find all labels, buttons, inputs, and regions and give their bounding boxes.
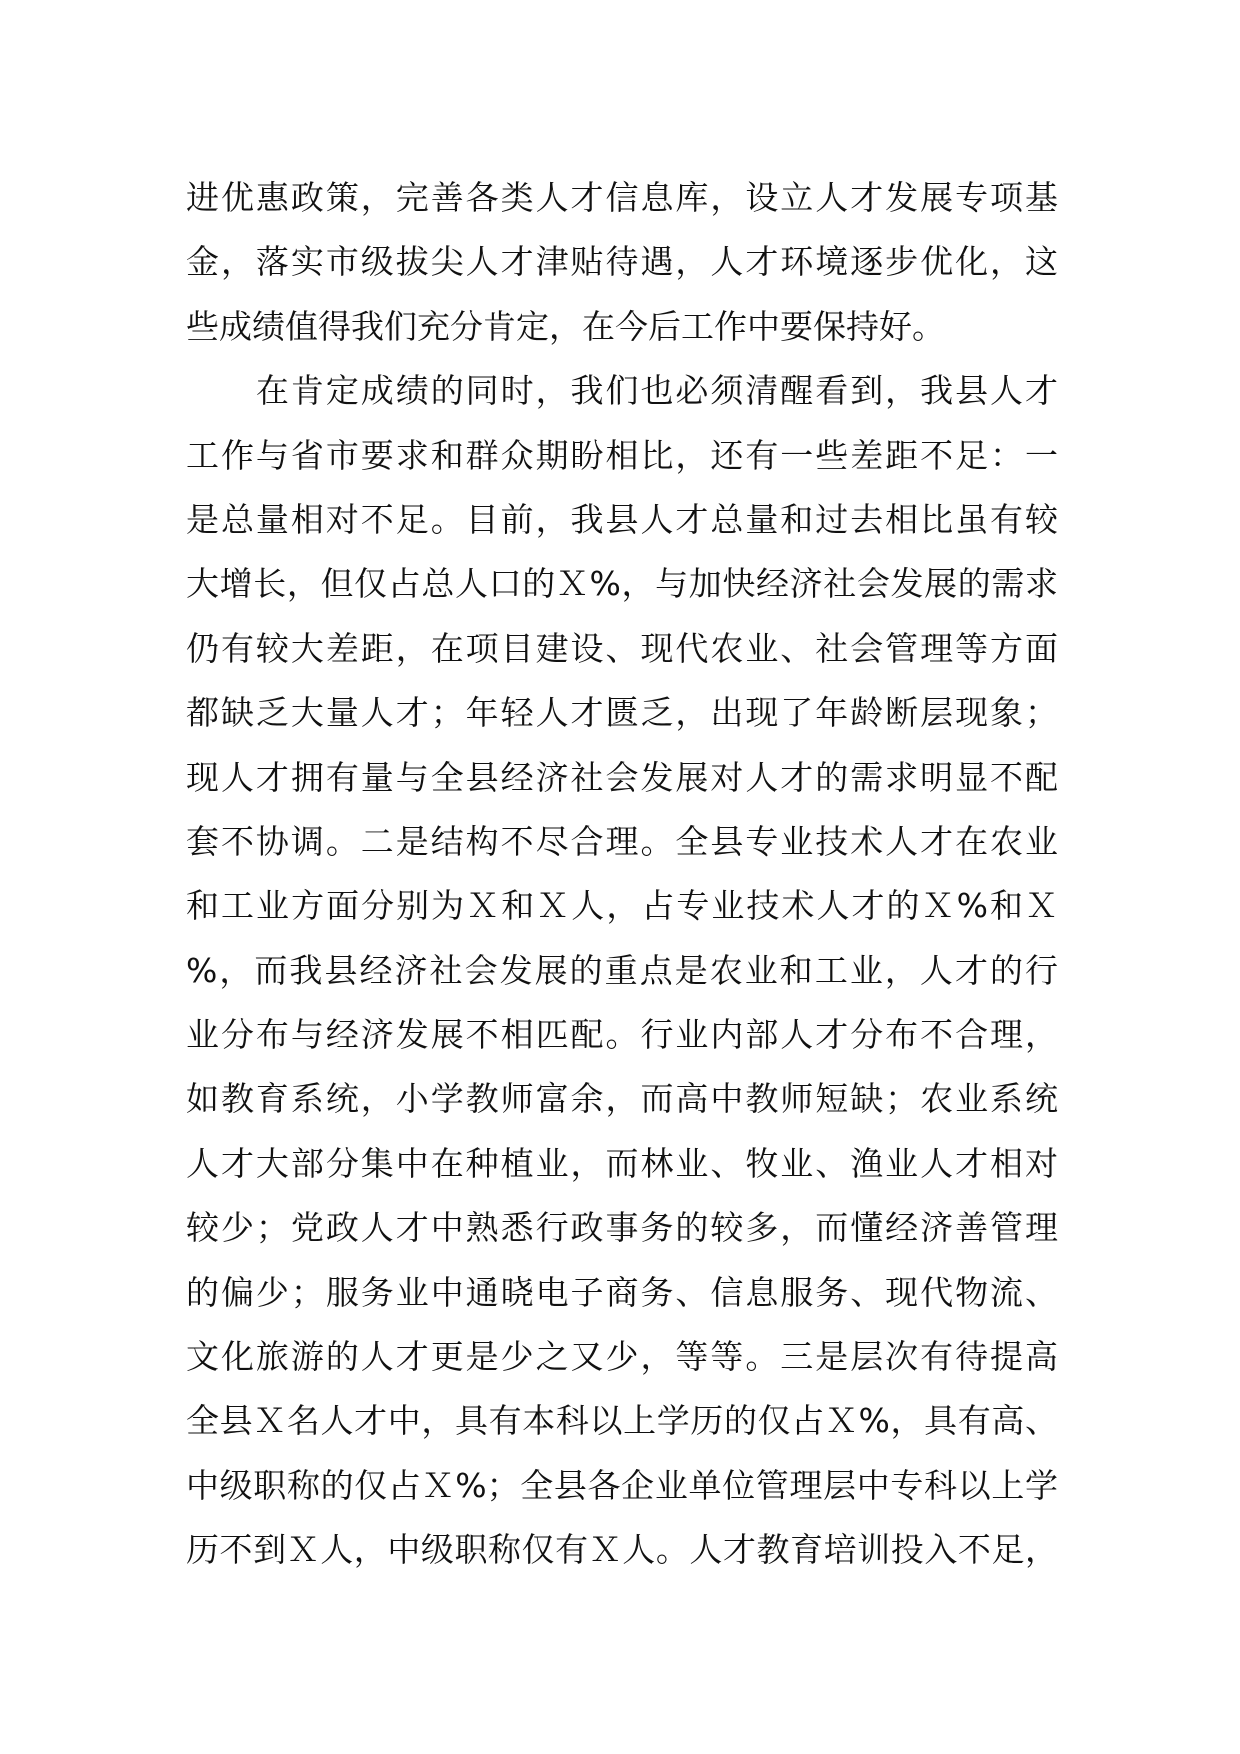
text-line: 是总量相对不足。目前，我县人才总量和过去相比虽有较: [186, 499, 1058, 539]
text-line: 金，落实市级拔尖人才津贴待遇，人才环境逐步优化，这: [186, 242, 1058, 282]
text-line: 业分布与经济发展不相匹配。行业内部人才分布不合理，: [186, 1015, 1058, 1055]
text-line: 文化旅游的人才更是少之又少，等等。三是层次有待提高: [186, 1337, 1058, 1377]
text-line: 全县Ｘ名人才中，具有本科以上学历的仅占Ｘ%，具有高、: [186, 1401, 1058, 1441]
paragraph-start-line: 在肯定成绩的同时，我们也必须清醒看到，我县人才: [186, 371, 1058, 411]
text-line: 现人才拥有量与全县经济社会发展对人才的需求明显不配: [186, 757, 1058, 797]
text-line: 都缺乏大量人才；年轻人才匮乏，出现了年龄断层现象；: [186, 693, 1058, 733]
text-line: 和工业方面分别为Ｘ和Ｘ人，占专业技术人才的Ｘ%和Ｘ: [186, 886, 1058, 926]
body-text: [186, 166, 1058, 1583]
text-line: 仍有较大差距，在项目建设、现代农业、社会管理等方面: [186, 628, 1058, 668]
text-line: 进优惠政策，完善各类人才信息库，设立人才发展专项基: [186, 178, 1058, 217]
text-line: 中级职称的仅占Ｘ%；全县各企业单位管理层中专科以上学: [186, 1465, 1058, 1505]
text-line: 如教育系统，小学教师富余，而高中教师短缺；农业系统: [186, 1079, 1058, 1119]
text-line: 的偏少；服务业中通晓电子商务、信息服务、现代物流、: [186, 1272, 1058, 1312]
paragraph-end-line: 些成绩值得我们充分肯定，在今后工作中要保持好。: [186, 306, 945, 346]
text-line: %，而我县经济社会发展的重点是农业和工业，人才的行: [186, 950, 1058, 990]
text-line: 套不协调。二是结构不尽合理。全县专业技术人才在农业: [186, 821, 1058, 861]
text-line: 工作与省市要求和群众期盼相比，还有一些差距不足：一: [186, 435, 1058, 475]
text-line: 历不到Ｘ人，中级职称仅有Ｘ人。人才教育培训投入不足，: [186, 1530, 1058, 1570]
text-line: 大增长，但仅占总人口的Ｘ%，与加快经济社会发展的需求: [186, 564, 1058, 604]
text-line: 较少；党政人才中熟悉行政事务的较多，而懂经济善管理: [186, 1208, 1058, 1248]
text-line: 人才大部分集中在种植业，而林业、牧业、渔业人才相对: [186, 1143, 1058, 1183]
